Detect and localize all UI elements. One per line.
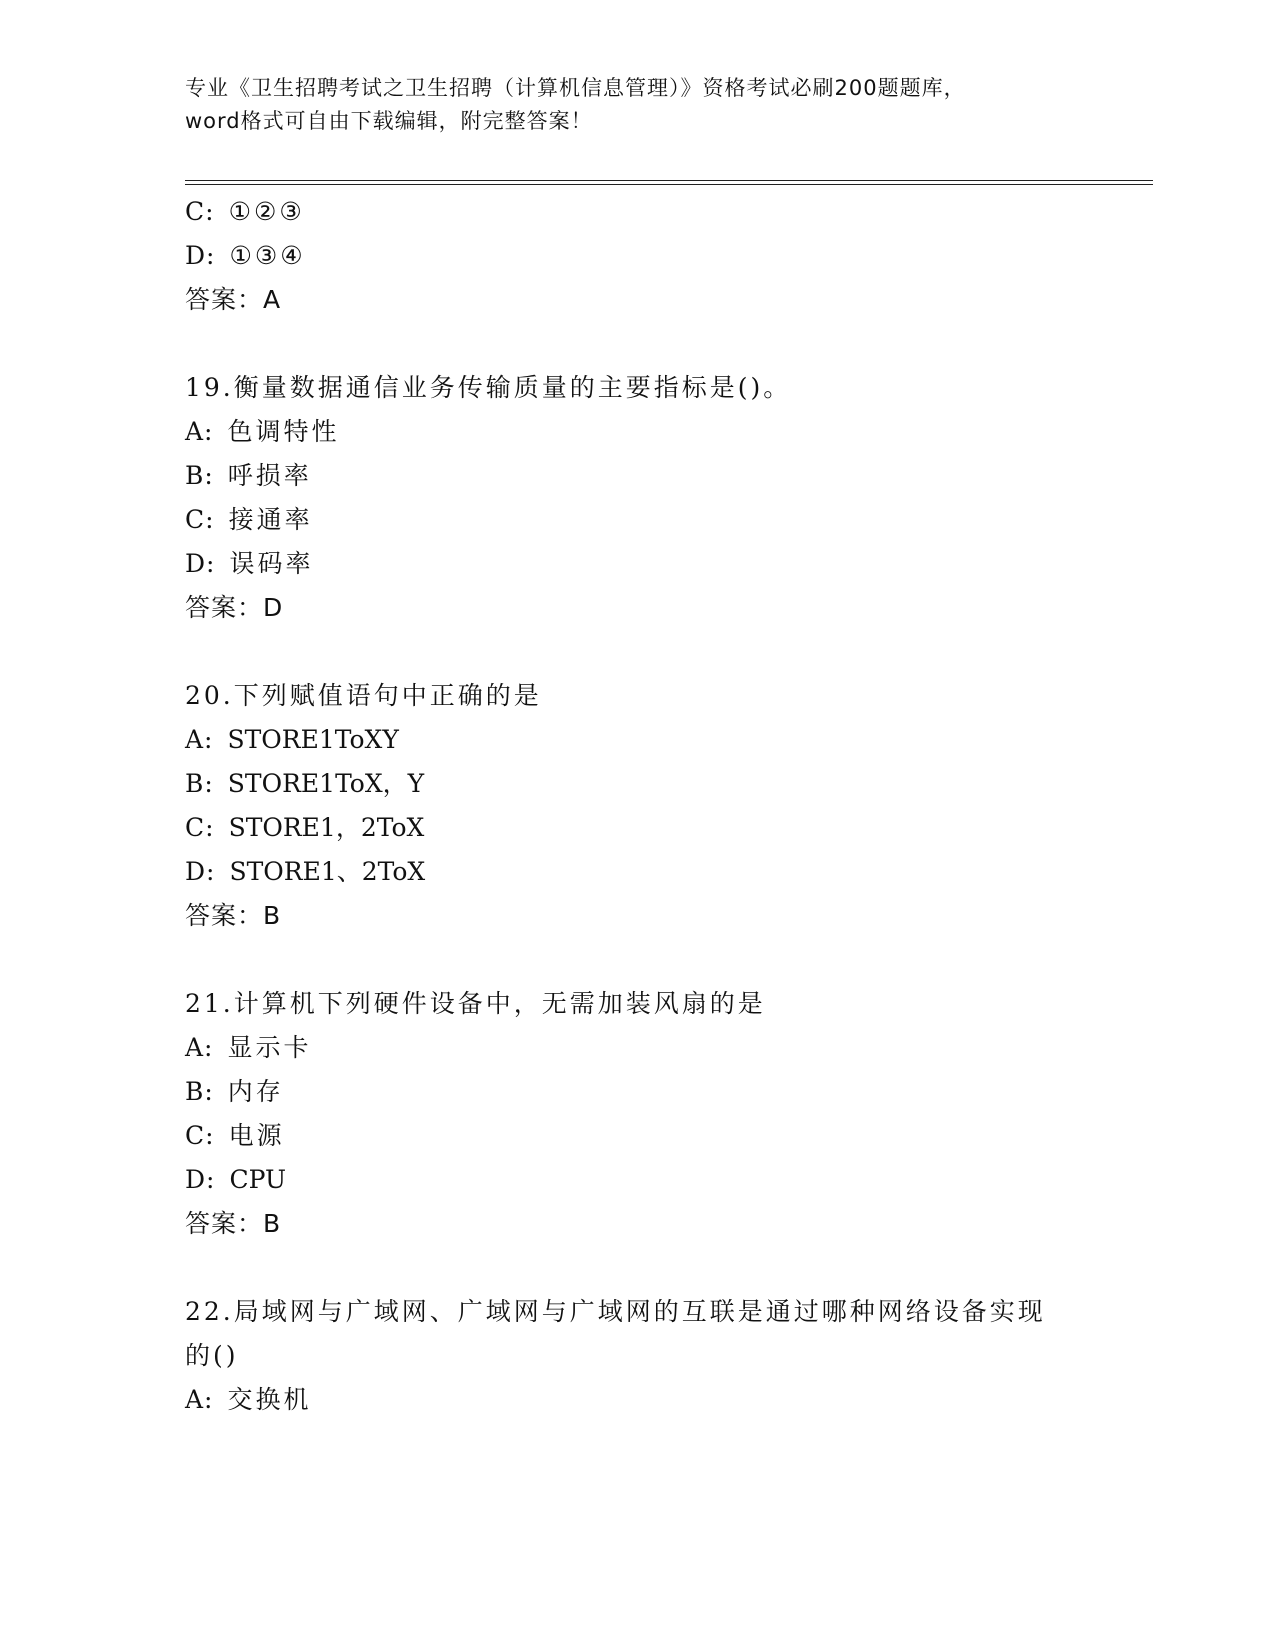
question-20-answer: 答案：B xyxy=(185,901,282,930)
question-19-stem: 19.衡量数据通信业务传输质量的主要指标是()。 xyxy=(185,373,792,402)
question-21-stem: 21.计算机下列硬件设备中，无需加装风扇的是 xyxy=(185,989,766,1018)
question-19-answer: 答案：D xyxy=(185,593,284,622)
question-21-option-a: A: 显示卡 xyxy=(185,1033,312,1062)
question-20-option-a: A: STORE1ToXY xyxy=(185,725,399,754)
question-19-option-b: B: 呼损率 xyxy=(185,461,312,490)
document-header xyxy=(185,72,1085,138)
question-19-option-d: D: 误码率 xyxy=(185,549,314,578)
question-20-option-d: D: STORE1、2ToX xyxy=(185,857,426,886)
prev-option-c: C: ①②③ xyxy=(185,197,305,226)
question-21-option-d: D: CPU xyxy=(185,1165,287,1194)
prev-answer: 答案：A xyxy=(185,285,282,314)
question-22-option-a: A: 交换机 xyxy=(185,1385,312,1414)
question-21-answer: 答案：B xyxy=(185,1209,282,1238)
prev-option-d: D: ①③④ xyxy=(185,241,306,270)
question-22-stem-line-1: 22.局域网与广域网、广域网与广域网的互联是通过哪种网络设备实现 xyxy=(185,1297,1046,1326)
question-21-option-c: C: 电源 xyxy=(185,1121,285,1150)
header-title-line-2: word格式可自由下载编辑，附完整答案！ xyxy=(185,109,593,133)
question-20-stem: 20.下列赋值语句中正确的是 xyxy=(185,681,542,710)
header-divider-top xyxy=(185,180,1153,181)
header-title-line-1: 专业《卫生招聘考试之卫生招聘（计算机信息管理）》资格考试必刷200题题库， xyxy=(185,76,966,100)
question-19-option-a: A: 色调特性 xyxy=(185,417,340,446)
question-20-option-b: B: STORE1ToX，Y xyxy=(185,769,425,798)
question-19-option-c: C: 接通率 xyxy=(185,505,313,534)
header-divider-bottom xyxy=(185,184,1153,185)
question-22-stem-line-2: 的() xyxy=(185,1341,239,1370)
question-20-option-c: C: STORE1，2ToX xyxy=(185,813,425,842)
question-21-option-b: B: 内存 xyxy=(185,1077,284,1106)
